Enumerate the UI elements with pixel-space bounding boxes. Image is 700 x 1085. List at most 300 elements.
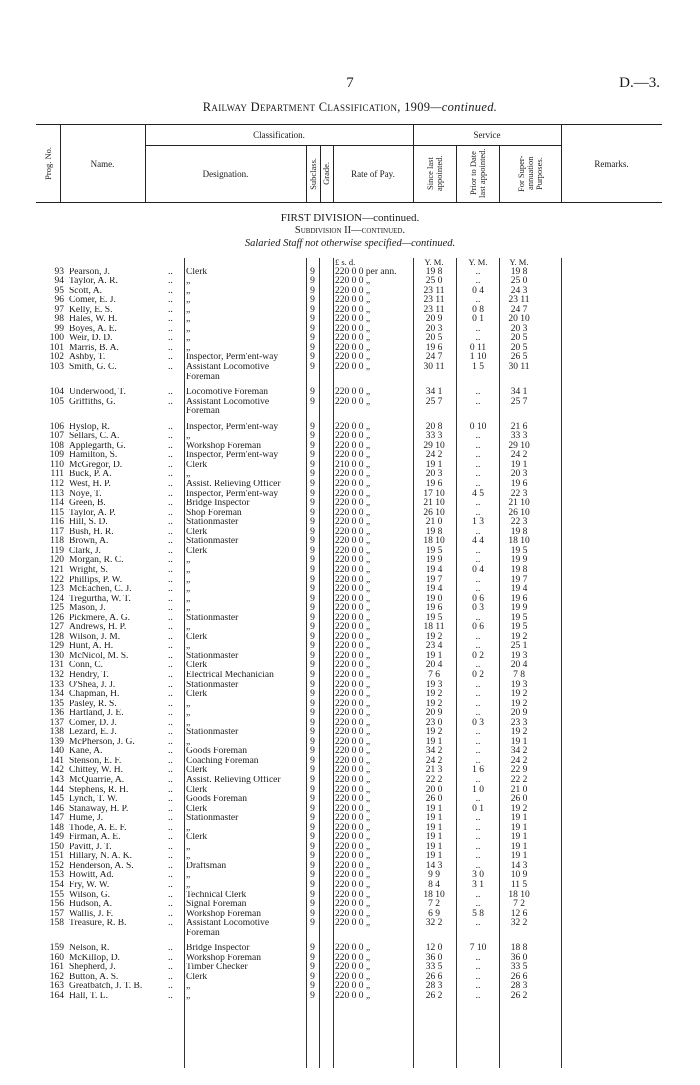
cell-designation: „ [186, 305, 191, 315]
cell-rate-of-pay: 220 0 0 „ [335, 450, 371, 461]
cell-subclass: 9 [310, 765, 315, 776]
header-prior-to-date: Prior to Date last appointed. [467, 148, 487, 199]
cell-subclass: 9 [310, 564, 315, 575]
cell-name: Hendry, T. [69, 670, 109, 680]
cell-name: Buck, P. A. [69, 470, 112, 480]
table-row [0, 407, 700, 417]
cell-prog-no: 107 [49, 431, 64, 442]
cell-name: Wilson, G. [69, 890, 111, 900]
cell-rate-of-pay: 220 0 0 „ [335, 918, 371, 929]
leader-dots: .. [168, 564, 173, 575]
cell-designation: Electrical Mechanician [186, 670, 274, 680]
leader-dots: .. [168, 431, 173, 442]
cell-prior-to-date: .. [475, 746, 481, 757]
cell-subclass: 9 [310, 650, 315, 661]
leader-dots: .. [168, 774, 173, 785]
cell-since-last: 19 5 [425, 545, 443, 556]
cell-prior-to-date: .. [475, 679, 481, 690]
cell-prior-to-date: 7 10 [469, 943, 487, 954]
leader-dots: .. [168, 708, 173, 719]
cell-designation: „ [186, 852, 191, 862]
cell-since-last: 26 0 [425, 794, 443, 805]
cell-subclass: 9 [310, 918, 315, 929]
cell-designation: „ [186, 823, 191, 833]
cell-prior-to-date: 0 8 [472, 304, 484, 315]
cell-prog-no: 144 [49, 784, 64, 795]
cell-name: Hume, J. [69, 814, 104, 824]
table-row [0, 919, 700, 929]
cell-super-period: 36 0 [510, 952, 528, 963]
cell-prog-no: 119 [50, 545, 64, 556]
cell-subclass: 9 [310, 479, 315, 490]
cell-prog-no: 160 [49, 952, 64, 963]
cell-prior-to-date: .. [475, 918, 481, 929]
cell-super-period: 7 2 [513, 899, 525, 910]
cell-since-last: 19 1 [425, 813, 443, 824]
cell-name: Hill, S. D. [69, 518, 108, 528]
cell-designation: Signal Foreman [186, 900, 247, 910]
leader-dots: .. [168, 765, 173, 776]
cell-prog-no: 153 [49, 870, 64, 881]
running-title-continued: —continued. [430, 100, 498, 114]
cell-prog-no: 130 [49, 650, 64, 661]
cell-prior-to-date: .. [475, 266, 481, 277]
cell-subclass: 9 [310, 631, 315, 642]
cell-name: McEachen, C. J. [69, 585, 132, 595]
cell-since-last: 14 3 [425, 860, 443, 871]
cell-rate-of-pay: 220 0 0 „ [335, 440, 371, 451]
cell-subclass: 9 [310, 507, 315, 518]
cell-designation: Technical Clerk [186, 890, 247, 900]
cell-since-last: 19 2 [425, 727, 443, 738]
cell-name: Chittey, W. H. [69, 766, 124, 776]
cell-super-period: 18 8 [510, 943, 528, 954]
cell-rate-of-pay: 220 0 0 „ [335, 545, 371, 556]
cell-since-last: 23 11 [423, 304, 445, 315]
cell-rate-of-pay: 220 0 0 „ [335, 352, 371, 363]
cell-subclass: 9 [310, 669, 315, 680]
cell-prior-to-date: .. [475, 774, 481, 785]
cell-subclass: 9 [310, 545, 315, 556]
cell-subclass: 9 [310, 469, 315, 480]
cell-subclass: 9 [310, 304, 315, 315]
cell-super-period: 19 6 [510, 593, 528, 604]
cell-since-last: 24 2 [425, 450, 443, 461]
cell-subclass: 9 [310, 276, 315, 287]
leader-dots: .. [168, 641, 173, 652]
leader-dots: .. [168, 574, 173, 585]
cell-name: McNicol, M. S. [69, 651, 129, 661]
cell-subclass: 9 [310, 387, 315, 398]
cell-prior-to-date: .. [475, 526, 481, 537]
cell-super-period: 33 5 [510, 962, 528, 973]
cell-name: Underwood, T. [69, 388, 126, 398]
cell-since-last: 20 9 [425, 708, 443, 719]
cell-designation: „ [186, 594, 191, 604]
cell-prog-no: 93 [54, 266, 64, 277]
cell-rate-of-pay: 220 0 0 „ [335, 755, 371, 766]
cell-prog-no: 142 [49, 765, 64, 776]
cell-name: Pavitt, J. T. [69, 842, 112, 852]
leader-dots: .. [168, 603, 173, 614]
cell-designation: „ [186, 709, 191, 719]
cell-prior-to-date: .. [475, 574, 481, 585]
cell-rate-of-pay: 220 0 0 „ [335, 584, 371, 595]
cell-rate-of-pay: 220 0 0 „ [335, 650, 371, 661]
cell-super-period: 23 3 [510, 717, 528, 728]
cell-prog-no: 128 [49, 631, 64, 642]
cell-name: Mason, J. [69, 604, 106, 614]
cell-rate-of-pay: 220 0 0 „ [335, 333, 371, 344]
cell-name: Morgan, R. C. [69, 556, 124, 566]
cell-since-last: 19 6 [425, 342, 443, 353]
cell-designation: Shop Foreman [186, 508, 242, 518]
header-subclass: Subclass. [307, 157, 318, 190]
cell-super-period: 7 8 [513, 669, 525, 680]
cell-rate-of-pay: 220 0 0 „ [335, 641, 371, 652]
leader-dots: .. [168, 952, 173, 963]
cell-subclass: 9 [310, 498, 315, 509]
cell-prog-no: 101 [49, 342, 64, 353]
cell-super-period: 19 1 [510, 851, 528, 862]
cell-prog-no: 106 [49, 421, 64, 432]
header-name: Name. [90, 158, 115, 169]
cell-prog-no: 124 [49, 593, 64, 604]
cell-prog-no: 164 [49, 991, 64, 1002]
units-prior: Y. M. [468, 257, 488, 267]
cell-rate-of-pay: 220 0 0 per ann. [335, 266, 397, 277]
leader-dots: .. [168, 584, 173, 595]
header-service: Service [473, 130, 501, 140]
cell-since-last: 19 1 [425, 832, 443, 843]
cell-subclass: 9 [310, 641, 315, 652]
cell-since-last: 21 10 [423, 498, 445, 509]
cell-designation: „ [186, 324, 191, 334]
cell-designation: „ [186, 992, 191, 1002]
cell-subclass: 9 [310, 266, 315, 277]
cell-since-last: 19 1 [425, 459, 443, 470]
cell-rate-of-pay: 220 0 0 „ [335, 717, 371, 728]
leader-dots: .. [168, 860, 173, 871]
cell-prog-no: 147 [49, 813, 64, 824]
cell-name: Hartland, J. E. [69, 709, 124, 719]
cell-designation: Stationmaster [186, 680, 239, 690]
cell-designation: Locomotive Foreman [186, 388, 269, 398]
leader-dots: .. [168, 784, 173, 795]
cell-prog-no: 125 [49, 603, 64, 614]
cell-since-last: 19 2 [425, 631, 443, 642]
cell-name: Wright, S. [69, 565, 108, 575]
cell-subclass: 9 [310, 708, 315, 719]
cell-prior-to-date: .. [475, 459, 481, 470]
cell-subclass: 9 [310, 991, 315, 1002]
cell-super-period: 19 9 [510, 603, 528, 614]
cell-name: Comer, D. J. [69, 718, 117, 728]
leader-dots: .. [168, 622, 173, 633]
cell-super-period: 18 10 [508, 889, 530, 900]
cell-prior-to-date: .. [475, 755, 481, 766]
cell-prior-to-date: .. [475, 794, 481, 805]
cell-subclass: 9 [310, 698, 315, 709]
cell-rate-of-pay: 220 0 0 „ [335, 698, 371, 709]
cell-name: Smith, G. C. [69, 363, 117, 373]
cell-prior-to-date: 0 11 [469, 342, 487, 353]
cell-since-last: 18 11 [423, 622, 445, 633]
cell-prog-no: 120 [49, 555, 64, 566]
header-classification: Classification. [253, 130, 305, 140]
cell-rate-of-pay: 220 0 0 „ [335, 679, 371, 690]
cell-super-period: 19 1 [510, 822, 528, 833]
leader-dots: .. [168, 612, 173, 623]
cell-subclass: 9 [310, 362, 315, 373]
cell-prior-to-date: .. [475, 469, 481, 480]
cell-rate-of-pay: 220 0 0 „ [335, 660, 371, 671]
cell-prior-to-date: .. [475, 841, 481, 852]
cell-subclass: 9 [310, 794, 315, 805]
cell-prog-no: 110 [50, 459, 64, 470]
leader-dots: .. [168, 387, 173, 398]
cell-subclass: 9 [310, 962, 315, 973]
cell-subclass: 9 [310, 612, 315, 623]
section-subdivision: Subdivision II—continued. [294, 225, 406, 236]
cell-name: Shepherd, J. [69, 963, 116, 973]
leader-dots: .. [168, 536, 173, 547]
cell-super-period: 24 2 [510, 450, 528, 461]
cell-super-period: 19 3 [510, 679, 528, 690]
cell-super-period: 19 2 [510, 631, 528, 642]
cell-name: McKillop, D. [69, 953, 120, 963]
cell-prior-to-date: .. [475, 584, 481, 595]
cell-prior-to-date: .. [475, 860, 481, 871]
cell-designation: Assistant Locomotive [186, 397, 270, 407]
cell-name: Pasley, R. S. [69, 699, 117, 709]
cell-prog-no: 145 [49, 794, 64, 805]
cell-since-last: 36 0 [425, 952, 443, 963]
cell-designation: Clerk [186, 690, 208, 700]
cell-super-period: 25 0 [510, 276, 528, 287]
cell-subclass: 9 [310, 784, 315, 795]
leader-dots: .. [168, 803, 173, 814]
cell-name: Howitt, Ad. [69, 871, 114, 881]
leader-dots: .. [168, 679, 173, 690]
cell-super-period: 34 1 [510, 387, 528, 398]
cell-subclass: 9 [310, 679, 315, 690]
cell-since-last: 25 0 [425, 276, 443, 287]
cell-rate-of-pay: 220 0 0 „ [335, 981, 371, 992]
cell-prog-no: 117 [50, 526, 64, 537]
cell-super-period: 19 2 [510, 727, 528, 738]
cell-super-period: 25 1 [510, 641, 528, 652]
cell-designation: „ [186, 871, 191, 881]
leader-dots: .. [168, 755, 173, 766]
cell-since-last: 7 2 [428, 899, 440, 910]
cell-prog-no: 121 [49, 564, 64, 575]
cell-super-period: 20 5 [510, 342, 528, 353]
cell-since-last: 32 2 [425, 918, 443, 929]
cell-subclass: 9 [310, 622, 315, 633]
header-since-last: Since last appointed. [424, 155, 444, 192]
cell-prior-to-date: 0 1 [472, 803, 484, 814]
cell-subclass: 9 [310, 727, 315, 738]
leader-dots: .. [168, 870, 173, 881]
cell-subclass: 9 [310, 488, 315, 499]
cell-super-period: 24 2 [510, 755, 528, 766]
cell-designation: „ [186, 699, 191, 709]
cell-since-last: 6 9 [428, 908, 440, 919]
running-title-main: Railway Department Classification, 1909 [202, 100, 431, 114]
cell-designation: Stationmaster [186, 537, 239, 547]
cell-prior-to-date: 3 0 [472, 870, 484, 881]
table-row [0, 992, 700, 1002]
cell-subclass: 9 [310, 431, 315, 442]
cell-name: Sellars, C. A. [69, 432, 120, 442]
cell-prog-no: 111 [50, 469, 64, 480]
cell-prog-no: 146 [49, 803, 64, 814]
cell-subclass: 9 [310, 285, 315, 296]
page-number: 7 [346, 75, 354, 91]
cell-prior-to-date: .. [475, 832, 481, 843]
cell-designation: Clerk [186, 766, 208, 776]
cell-designation: „ [186, 642, 191, 652]
leader-dots: .. [168, 631, 173, 642]
leader-dots: .. [168, 362, 173, 373]
leader-dots: .. [168, 736, 173, 747]
leader-dots: .. [168, 421, 173, 432]
cell-prior-to-date: .. [475, 431, 481, 442]
cell-prog-no: 159 [49, 943, 64, 954]
cell-since-last: 29 10 [423, 440, 445, 451]
leader-dots: .. [168, 689, 173, 700]
cell-since-last: 33 5 [425, 962, 443, 973]
cell-rate-of-pay: 220 0 0 „ [335, 396, 371, 407]
cell-prog-no: 137 [49, 717, 64, 728]
leader-dots: .. [168, 669, 173, 680]
staff-table-body [0, 258, 700, 1002]
cell-prior-to-date: .. [475, 962, 481, 973]
cell-designation: „ [186, 604, 191, 614]
leader-dots: .. [168, 971, 173, 982]
cell-rate-of-pay: 220 0 0 „ [335, 727, 371, 738]
cell-subclass: 9 [310, 841, 315, 852]
cell-rate-of-pay: 220 0 0 „ [335, 943, 371, 954]
cell-subclass: 9 [310, 584, 315, 595]
cell-name: Greatbatch, J. T. B. [69, 982, 143, 992]
cell-prior-to-date: .. [475, 450, 481, 461]
cell-designation: Clerk [186, 267, 208, 277]
cell-super-period: 20 5 [510, 333, 528, 344]
leader-dots: .. [168, 276, 173, 287]
cell-subclass: 9 [310, 736, 315, 747]
cell-prog-no: 161 [49, 962, 64, 973]
cell-rate-of-pay: 220 0 0 „ [335, 555, 371, 566]
cell-prior-to-date: 1 6 [472, 765, 484, 776]
cell-designation: „ [186, 585, 191, 595]
cell-super-period: 25 7 [510, 396, 528, 407]
leader-dots: .. [168, 851, 173, 862]
cell-super-period: 29 10 [508, 440, 530, 451]
cell-name: McQuarrie, A. [69, 775, 125, 785]
cell-super-period: 19 8 [510, 564, 528, 575]
cell-since-last: 20 3 [425, 323, 443, 334]
cell-name: Phillips, P. W. [69, 575, 123, 585]
cell-designation: Clerk [186, 833, 208, 843]
cell-subclass: 9 [310, 593, 315, 604]
cell-subclass: 9 [310, 860, 315, 871]
cell-super-period: 20 10 [508, 314, 530, 325]
cell-rate-of-pay: 220 0 0 „ [335, 536, 371, 547]
cell-rate-of-pay: 220 0 0 „ [335, 822, 371, 833]
cell-super-period: 19 2 [510, 698, 528, 709]
cell-since-last: 19 3 [425, 679, 443, 690]
cell-rate-of-pay: 220 0 0 „ [335, 880, 371, 890]
cell-since-last: 19 1 [425, 841, 443, 852]
leader-dots: .. [168, 396, 173, 407]
cell-prior-to-date: .. [475, 971, 481, 982]
cell-super-period: 20 3 [510, 323, 528, 334]
cell-designation: Goods Foreman [186, 747, 247, 757]
cell-name: Ashby, T. [69, 353, 106, 363]
cell-super-period: 26 0 [510, 794, 528, 805]
cell-super-period: 19 5 [510, 545, 528, 556]
cell-since-last: 20 9 [425, 314, 443, 325]
cell-prog-no: 123 [49, 584, 64, 595]
cell-designation: Bridge Inspector [186, 944, 250, 954]
cell-designation: Clerk [186, 632, 208, 642]
leader-dots: .. [168, 717, 173, 728]
cell-prior-to-date: .. [475, 440, 481, 451]
cell-since-last: 19 5 [425, 612, 443, 623]
cell-since-last: 21 0 [425, 517, 443, 528]
leader-dots: .. [168, 813, 173, 824]
cell-super-period: 19 9 [510, 555, 528, 566]
cell-designation: „ [186, 718, 191, 728]
cell-prior-to-date: 0 3 [472, 603, 484, 614]
cell-subclass: 9 [310, 908, 315, 919]
cell-prior-to-date: .. [475, 507, 481, 518]
cell-prog-no: 152 [49, 860, 64, 871]
cell-rate-of-pay: 220 0 0 „ [335, 860, 371, 871]
leader-dots: .. [168, 479, 173, 490]
cell-prog-no: 141 [49, 755, 64, 766]
leader-dots: .. [168, 323, 173, 334]
cell-name: Hunt, A. H. [69, 642, 114, 652]
cell-prior-to-date: 1 10 [469, 352, 487, 363]
leader-dots: .. [168, 517, 173, 528]
header-remarks: Remarks. [594, 158, 629, 169]
cell-prior-to-date: .. [475, 736, 481, 747]
cell-subclass: 9 [310, 822, 315, 833]
leader-dots: .. [168, 727, 173, 738]
cell-subclass: 9 [310, 851, 315, 862]
leader-dots: .. [168, 841, 173, 852]
cell-name: Nelson, R. [69, 944, 110, 954]
cell-since-last: 19 1 [425, 803, 443, 814]
cell-rate-of-pay: 220 0 0 „ [335, 479, 371, 490]
cell-designation: Assistant Locomotive [186, 919, 270, 929]
cell-rate-of-pay: 220 0 0 „ [335, 593, 371, 604]
cell-name: Lezard, E. J. [69, 728, 117, 738]
cell-since-last: 17 10 [423, 488, 445, 499]
cell-super-period: 21 6 [510, 421, 528, 432]
cell-name: O'Shea, J. J. [69, 680, 116, 690]
cell-prog-no: 122 [49, 574, 64, 585]
cell-subclass: 9 [310, 323, 315, 334]
cell-prog-no: 100 [49, 333, 64, 344]
cell-prog-no: 105 [49, 396, 64, 407]
cell-super-period: 26 5 [510, 352, 528, 363]
cell-super-period: 11 5 [510, 880, 528, 890]
leader-dots: .. [168, 352, 173, 363]
